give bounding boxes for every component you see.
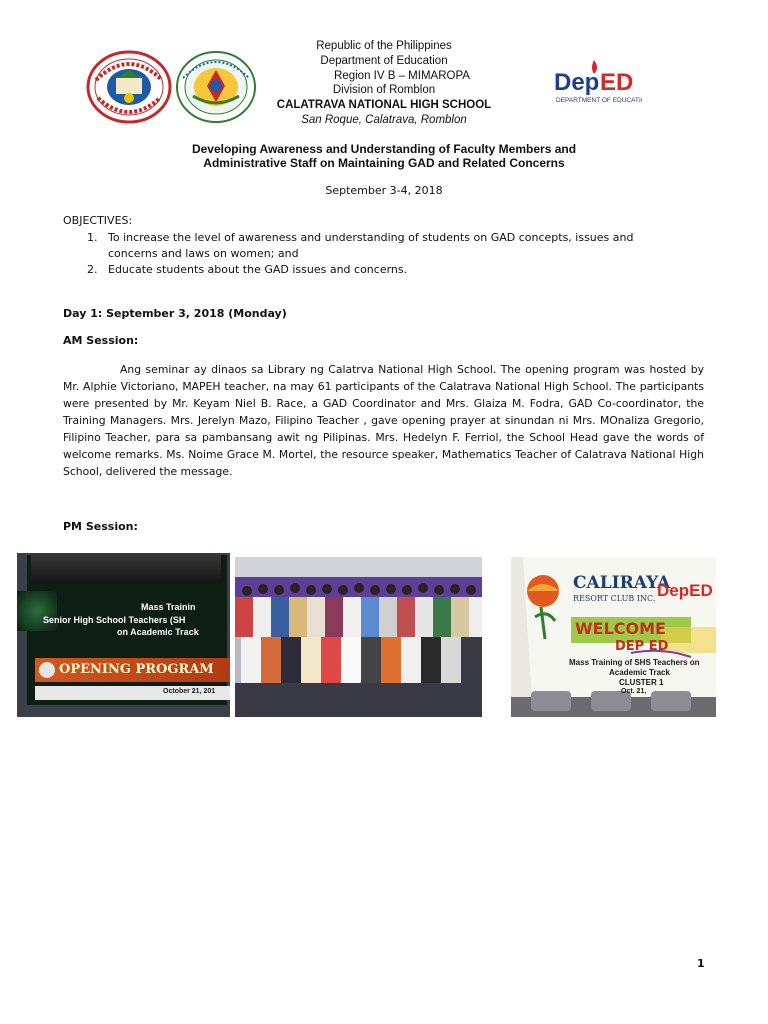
day1-heading: Day 1: September 3, 2018 (Monday) — [63, 307, 287, 320]
photo-opening-program — [17, 553, 230, 717]
photo1-title-line3: on Academic Track — [117, 627, 199, 637]
photo3-text2: Academic Track — [609, 668, 670, 677]
pm-session-heading: PM Session: — [63, 520, 138, 533]
document-title-line2: Administrative Staff on Maintaining GAD and Related Concerns — [203, 156, 565, 170]
am-session-heading: AM Session: — [63, 334, 139, 347]
photo1-date-text: October 21, 201 — [163, 688, 216, 695]
am-session-paragraph: Ang seminar ay dinaos sa Library ng Calatrva National High School. The opening program was hosted by Mr. Alphie Victoriano, MAPEH teacher, na may 61 participants of the Calatrava National High School. The participants were presented by Mr. Keyam Niel B. Race, a GAD Coordinator and Mrs. Glaiza M. Fodra, GAD Co-coordinator, the Training Managers. Mrs. Jerelyn Mazo, Filipino Teacher , gave opening prayer at sinundan ni Mrs. MOnaliza Gregorio, Filipino Teacher, para sa pambansang awit ng Pilipinas. Mrs. Hedelyn F. Ferriol, the School Head gave the words of welcome remarks. Ms. Noime Grace M. Mortel, the resource speaker, Mathematics Teacher of Calatrava National High School, delivered the message. — [63, 363, 704, 478]
header-republic: Republic of the Philippines — [316, 40, 452, 52]
document-title-line1: Developing Awareness and Understanding of Faculty Members and — [191, 142, 577, 156]
photo3-brand-sub: RESORT CLUB INC. — [573, 594, 656, 603]
photo3-date: Oct. 21, — [621, 688, 647, 695]
deped-logo — [552, 58, 642, 108]
objective-1-line1: To increase the level of awareness and understanding of students on GAD concepts, issues and — [108, 231, 634, 244]
objective-2-line1: Educate students about the GAD issues and concerns. — [108, 263, 408, 276]
photo3-welcome: WELCOME — [575, 619, 666, 638]
photo-group-participants — [235, 557, 482, 717]
photo1-title-line1: Mass Trainin — [141, 602, 196, 612]
photo3-deped: DepED — [657, 581, 713, 600]
svg-text:DEPARTMENT OF EDUCATION: DEPARTMENT OF EDUCATION — [556, 97, 642, 104]
deped-seal-logo — [86, 50, 172, 124]
header-division: Division of Romblon — [332, 84, 436, 96]
objective-2-number: 2. — [87, 263, 98, 276]
objective-1-number: 1. — [87, 231, 98, 244]
objectives-heading: OBJECTIVES: — [63, 214, 133, 227]
svg-text:ED: ED — [600, 69, 634, 96]
page-number: 1 — [697, 957, 705, 970]
document-date: September 3-4, 2018 — [325, 184, 443, 197]
header-region: Region IV B – MIMAROPA — [334, 70, 470, 82]
photo3-dep-ed: DEP ED — [615, 639, 669, 654]
photo1-banner-text: OPENING PROGRAM — [59, 662, 214, 677]
photo-welcome-tarpaulin — [511, 557, 716, 717]
header-department: Department of Education — [320, 55, 448, 67]
objective-1-line2: concerns and laws on women; and — [108, 247, 299, 260]
svg-text:Dep: Dep — [554, 69, 600, 96]
header-school-name: CALATRAVA NATIONAL HIGH SCHOOL — [276, 99, 492, 111]
photo3-text3: CLUSTER 1 — [619, 678, 664, 687]
photo3-brand: CALIRAYA — [573, 573, 671, 593]
photo1-title-line2: Senior High School Teachers (SH — [43, 615, 186, 625]
photo3-text1: Mass Training of SHS Teachers on — [569, 658, 700, 667]
header-address: San Roque, Calatrava, Romblon — [301, 114, 467, 126]
